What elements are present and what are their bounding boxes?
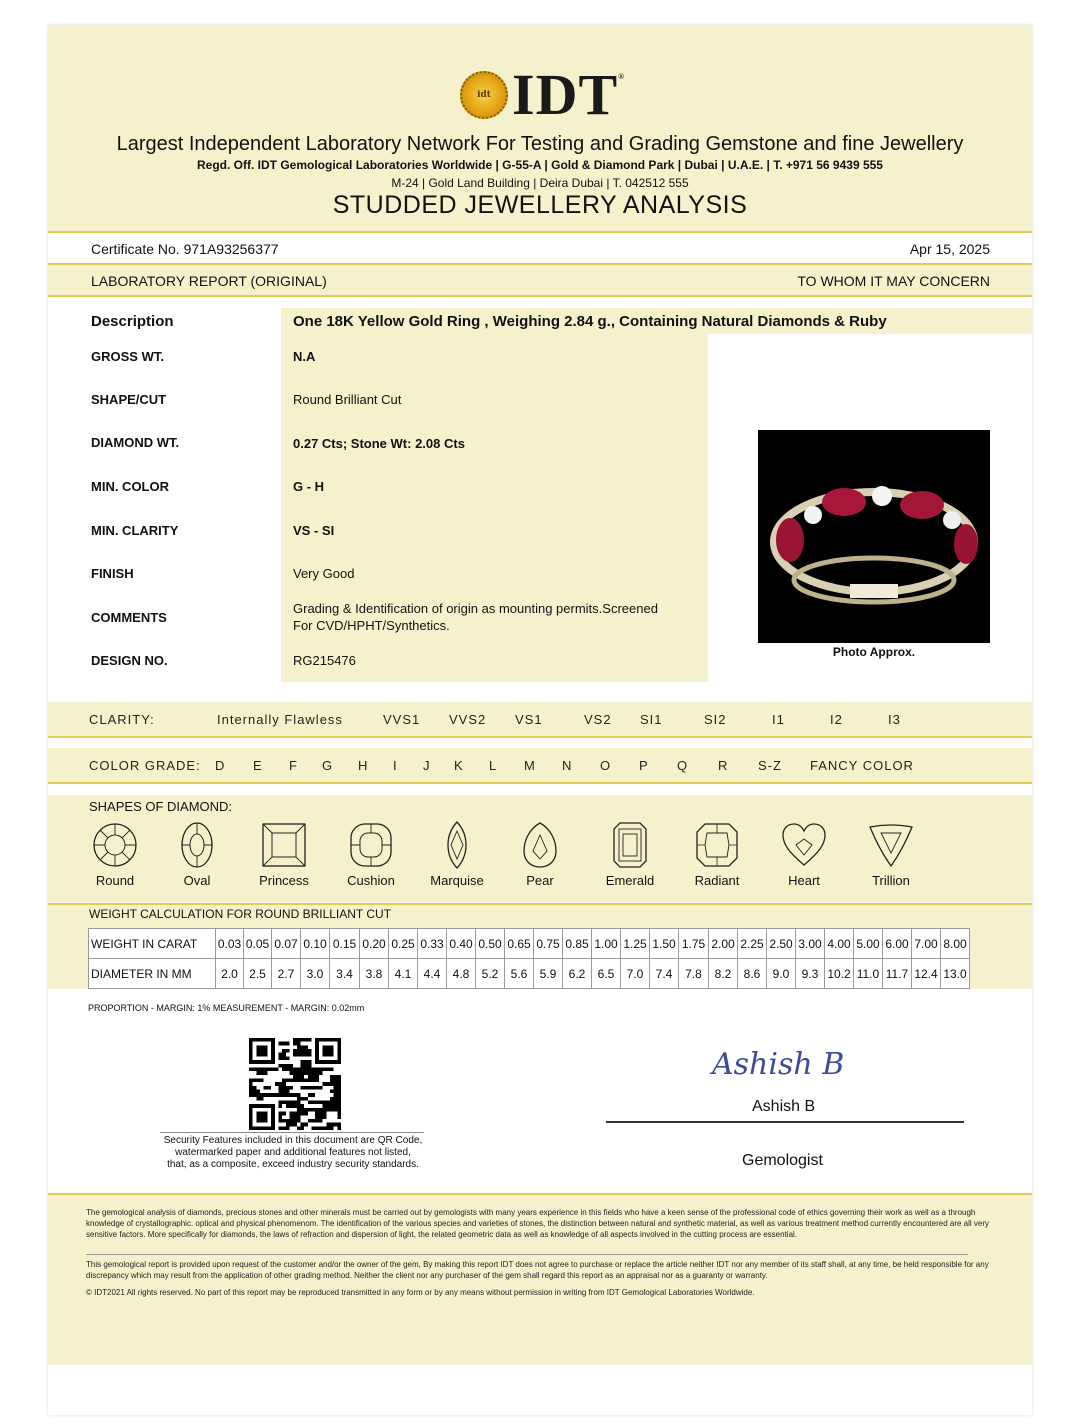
radiant-shape-icon bbox=[693, 821, 741, 869]
address-line-1: Regd. Off. IDT Gemological Laboratories Worldwide | G-55-A | Gold & Diamond Park | Dubai | U.A.E. | T. +971 56 9439 555 bbox=[197, 158, 883, 172]
shape-cut-value: Round Brilliant Cut bbox=[293, 392, 402, 407]
cushion-shape-icon bbox=[347, 821, 395, 869]
divider bbox=[160, 1132, 424, 1133]
signatory-role: Gemologist bbox=[742, 1152, 823, 1169]
shape-round bbox=[80, 821, 150, 888]
min-clarity-value: VS - SI bbox=[293, 523, 335, 538]
comments-label: COMMENTS bbox=[91, 610, 167, 625]
diameter-cell: 4.4 bbox=[418, 959, 447, 989]
report-type: LABORATORY REPORT (ORIGINAL) bbox=[91, 273, 327, 289]
min-color-label: MIN. COLOR bbox=[91, 479, 169, 494]
proportion-margin: PROPORTION - MARGIN: 1% MEASUREMENT - MARGIN: 0.02mm bbox=[88, 1003, 365, 1013]
clarity-grade: I2 bbox=[830, 712, 843, 727]
diameter-cell: 6.2 bbox=[563, 959, 592, 989]
shapes-title: SHAPES OF DIAMOND: bbox=[89, 799, 233, 814]
trillion-shape-icon bbox=[867, 821, 915, 869]
diameter-cell: 3.0 bbox=[301, 959, 330, 989]
comments-value-line1: Grading & Identification of origin as mounting permits.Screened bbox=[293, 601, 658, 616]
clarity-label: CLARITY: bbox=[89, 712, 155, 727]
security-line: watermarked paper and additional features not listed, bbox=[175, 1147, 411, 1158]
clarity-grade: I3 bbox=[888, 712, 901, 727]
color-grade: O bbox=[600, 758, 612, 773]
oval-shape-icon bbox=[173, 821, 221, 869]
photo-caption: Photo Approx. bbox=[832, 645, 916, 659]
weight-cell: 3.00 bbox=[796, 929, 825, 959]
diameter-cell: 8.2 bbox=[709, 959, 738, 989]
diameter-cell: 3.4 bbox=[330, 959, 360, 989]
design-no-value: RG215476 bbox=[293, 653, 356, 668]
divider bbox=[48, 231, 1032, 233]
diameter-cell: 4.1 bbox=[389, 959, 418, 989]
color-grade: H bbox=[358, 758, 369, 773]
qr-code-icon bbox=[248, 1038, 342, 1130]
certificate-page bbox=[48, 25, 1032, 1415]
color-grade: G bbox=[322, 758, 334, 773]
document-title: STUDDED JEWELLERY ANALYSIS bbox=[332, 191, 748, 219]
security-line: Security Features included in this document are QR Code, bbox=[163, 1135, 423, 1146]
clarity-grade: SI2 bbox=[704, 712, 727, 727]
shape-name: Oval bbox=[183, 873, 211, 888]
shape-name: Heart bbox=[788, 873, 820, 888]
diameter-row-label: DIAMETER IN MM bbox=[89, 959, 216, 989]
certificate-number: Certificate No. 971A93256377 bbox=[91, 241, 279, 257]
diameter-cell: 4.8 bbox=[447, 959, 476, 989]
shape-name: Round bbox=[95, 873, 135, 888]
shape-trillion bbox=[856, 821, 926, 888]
tagline: Largest Independent Laboratory Network For Testing and Grading Gemstone and fine Jewellery bbox=[116, 133, 964, 155]
diameter-cell: 11.7 bbox=[883, 959, 912, 989]
weight-cell: 0.65 bbox=[505, 929, 534, 959]
table-row bbox=[89, 959, 970, 989]
diameter-cell: 9.3 bbox=[796, 959, 825, 989]
shape-pear bbox=[505, 821, 575, 888]
diamond-wt-value: 0.27 Cts; Stone Wt: 2.08 Cts bbox=[293, 436, 465, 451]
shapes-section bbox=[48, 795, 1032, 902]
weight-cell: 0.03 bbox=[216, 929, 244, 959]
diameter-cell: 2.0 bbox=[216, 959, 244, 989]
shape-name: Princess bbox=[259, 873, 309, 888]
table-row bbox=[89, 929, 970, 959]
weight-cell: 0.85 bbox=[563, 929, 592, 959]
address-line-2: M-24 | Gold Land Building | Deira Dubai | T. 042512 555 bbox=[391, 176, 689, 190]
seal-text: idt bbox=[477, 90, 491, 100]
shape-name: Trillion bbox=[872, 873, 910, 888]
weight-cell: 0.05 bbox=[244, 929, 272, 959]
color-grade: E bbox=[253, 758, 263, 773]
disclaimer-paragraph: This gemological report is provided upon request of the customer and/or the owner of the gem, By making this report IDT does not agree to purchase or replace the article neither IDT nor any member of its staff shall, at any time, be held responsible for any discrepancy which may result from the application of other grading method. Neither the client nor any purchaser of the gem shall regard this report as an appraisal nor as a guaranty or warranty. bbox=[86, 1260, 989, 1280]
weight-cell: 4.00 bbox=[825, 929, 854, 959]
min-color-value: G - H bbox=[293, 479, 325, 494]
weight-cell: 0.33 bbox=[418, 929, 447, 959]
diameter-cell: 7.8 bbox=[679, 959, 709, 989]
clarity-grade: SI1 bbox=[640, 712, 663, 727]
weight-table bbox=[88, 928, 970, 989]
color-grade: N bbox=[562, 758, 573, 773]
ring-icon bbox=[758, 430, 990, 643]
gross-wt-label: GROSS WT. bbox=[91, 349, 164, 364]
security-note bbox=[148, 1135, 438, 1171]
weight-cell: 7.00 bbox=[912, 929, 941, 959]
clarity-grade: VS2 bbox=[584, 712, 612, 727]
signatory-name: Ashish B bbox=[752, 1098, 816, 1115]
color-grade-band bbox=[48, 748, 1032, 782]
diameter-cell: 5.2 bbox=[476, 959, 505, 989]
disclaimer-paragraph: The gemological analysis of diamonds, precious stones and other minerals must be carried out by gemologists with many years experience in this fields who have a keen sense of the professional code of ethics governing their work as well as a through knowledge of crystallographic. optical and physical phenomenom. The identification of the various species and varieties of stones, the distinction between natural and synthetic material, as well as various treatment method currently encountered are all very sensitive factors. More specifically for diamonds, the laws of refraction and dispersion of light, the related geometric data as well as knowledge of all aspects involved in the cutting process are essential. bbox=[86, 1208, 990, 1239]
finish-label: FINISH bbox=[91, 566, 134, 581]
logo-text bbox=[512, 62, 626, 127]
shape-name: Radiant bbox=[694, 873, 740, 888]
diameter-cell: 5.9 bbox=[534, 959, 563, 989]
gross-wt-value: N.A bbox=[293, 349, 316, 364]
color-grade: L bbox=[489, 758, 498, 773]
diameter-cell: 2.7 bbox=[272, 959, 301, 989]
weight-cell: 0.75 bbox=[534, 929, 563, 959]
diameter-cell: 8.6 bbox=[738, 959, 767, 989]
security-line: that, as a composite, exceed industry security standards. bbox=[167, 1159, 419, 1170]
weight-cell: 2.50 bbox=[767, 929, 796, 959]
weight-cell: 8.00 bbox=[941, 929, 970, 959]
clarity-grade: VVS2 bbox=[449, 712, 487, 727]
diameter-cell: 3.8 bbox=[360, 959, 389, 989]
comments-value-line2: For CVD/HPHT/Synthetics. bbox=[293, 618, 450, 633]
shape-radiant bbox=[682, 821, 752, 888]
shape-cushion bbox=[336, 821, 406, 888]
weight-calc-title: WEIGHT CALCULATION FOR ROUND BRILLIANT CUT bbox=[89, 907, 392, 921]
idt-seal-icon bbox=[460, 71, 508, 119]
weight-cell: 0.20 bbox=[360, 929, 389, 959]
pear-shape-icon bbox=[516, 821, 564, 869]
logo-registered-mark: ® bbox=[618, 72, 626, 81]
shape-heart bbox=[769, 821, 839, 888]
shape-cut-label: SHAPE/CUT bbox=[91, 392, 167, 407]
shape-emerald bbox=[595, 821, 665, 888]
idt-logo bbox=[460, 62, 626, 127]
weight-cell: 0.25 bbox=[389, 929, 418, 959]
color-grade: FANCY COLOR bbox=[810, 758, 914, 773]
princess-shape-icon bbox=[260, 821, 308, 869]
copyright: © IDT2021 All rights reserved. No part of this report may be reproduced transmitted in any form or by any means without permission in writing from IDT Gemological Laboratories Worldwide. bbox=[86, 1288, 755, 1297]
emerald-shape-icon bbox=[606, 821, 654, 869]
weight-cell: 0.40 bbox=[447, 929, 476, 959]
diameter-cell: 5.6 bbox=[505, 959, 534, 989]
clarity-grade: I1 bbox=[772, 712, 785, 727]
divider bbox=[48, 782, 1032, 784]
shape-marquise bbox=[422, 821, 492, 888]
logo-wordmark: IDT bbox=[512, 62, 619, 127]
certificate-row bbox=[48, 236, 1032, 262]
diameter-cell: 7.0 bbox=[621, 959, 650, 989]
clarity-grade: Internally Flawless bbox=[217, 712, 343, 727]
footer bbox=[48, 1195, 1032, 1365]
divider bbox=[48, 295, 1032, 297]
divider bbox=[86, 1254, 968, 1255]
shape-princess bbox=[249, 821, 319, 888]
color-grade: F bbox=[289, 758, 298, 773]
addressee: TO WHOM IT MAY CONCERN bbox=[797, 273, 990, 289]
diameter-cell: 9.0 bbox=[767, 959, 796, 989]
color-grade: R bbox=[718, 758, 729, 773]
color-grade: J bbox=[423, 758, 431, 773]
weight-cell: 2.25 bbox=[738, 929, 767, 959]
shape-oval bbox=[162, 821, 232, 888]
weight-cell: 1.50 bbox=[650, 929, 679, 959]
divider bbox=[48, 736, 1032, 738]
weight-cell: 1.75 bbox=[679, 929, 709, 959]
color-grade: S-Z bbox=[758, 758, 782, 773]
shape-name: Marquise bbox=[430, 873, 484, 888]
shape-name: Pear bbox=[526, 873, 554, 888]
description-label: Description bbox=[91, 313, 174, 330]
weight-cell: 0.50 bbox=[476, 929, 505, 959]
color-grade: Q bbox=[677, 758, 689, 773]
min-clarity-label: MIN. CLARITY bbox=[91, 523, 179, 538]
heart-shape-icon bbox=[780, 821, 828, 869]
round-shape-icon bbox=[91, 821, 139, 869]
diameter-cell: 12.4 bbox=[912, 959, 941, 989]
color-grade: K bbox=[454, 758, 464, 773]
color-grade: D bbox=[215, 758, 226, 773]
color-grade-label: COLOR GRADE: bbox=[89, 758, 201, 773]
weight-cell: 0.15 bbox=[330, 929, 360, 959]
lab-report-row bbox=[48, 265, 1032, 295]
weight-cell: 5.00 bbox=[854, 929, 883, 959]
color-grade: M bbox=[524, 758, 536, 773]
diameter-cell: 2.5 bbox=[244, 959, 272, 989]
shape-name: Emerald bbox=[605, 873, 655, 888]
signature-script: Ashish B bbox=[712, 1047, 845, 1082]
description-value: One 18K Yellow Gold Ring , Weighing 2.84 g., Containing Natural Diamonds & Ruby bbox=[293, 313, 887, 330]
weight-cell: 1.00 bbox=[592, 929, 621, 959]
signature-line bbox=[606, 1121, 964, 1123]
diameter-cell: 13.0 bbox=[941, 959, 970, 989]
clarity-band bbox=[48, 702, 1032, 736]
marquise-shape-icon bbox=[433, 821, 481, 869]
diameter-cell: 7.4 bbox=[650, 959, 679, 989]
shape-name: Cushion bbox=[347, 873, 395, 888]
header bbox=[48, 25, 1032, 231]
weight-cell: 0.07 bbox=[272, 929, 301, 959]
diameter-cell: 6.5 bbox=[592, 959, 621, 989]
color-grade: P bbox=[639, 758, 649, 773]
diamond-wt-label: DIAMOND WT. bbox=[91, 435, 180, 450]
diameter-cell: 10.2 bbox=[825, 959, 854, 989]
weight-cell: 6.00 bbox=[883, 929, 912, 959]
weight-row-label: WEIGHT IN CARAT bbox=[89, 929, 216, 959]
finish-value: Very Good bbox=[293, 566, 355, 581]
clarity-grade: VS1 bbox=[515, 712, 543, 727]
clarity-grade: VVS1 bbox=[383, 712, 421, 727]
certificate-date: Apr 15, 2025 bbox=[909, 241, 990, 257]
weight-cell: 0.10 bbox=[301, 929, 330, 959]
color-grade: I bbox=[393, 758, 398, 773]
ring-photo bbox=[758, 430, 990, 643]
design-no-label: DESIGN NO. bbox=[91, 653, 168, 668]
weight-cell: 2.00 bbox=[709, 929, 738, 959]
diameter-cell: 11.0 bbox=[854, 959, 883, 989]
weight-cell: 1.25 bbox=[621, 929, 650, 959]
